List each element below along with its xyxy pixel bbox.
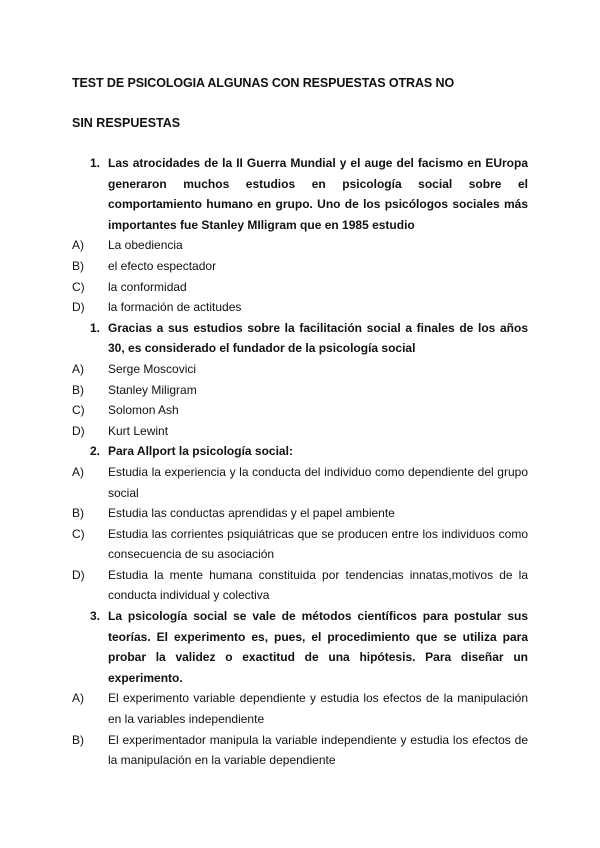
option-text: Estudia las conductas aprendidas y el papel ambiente xyxy=(108,506,395,521)
question-text: Las atrocidades de la II Guerra Mundial y el auge del facismo en EUropa generaron muchos estudios en psicología social sobre el comportamiento humano en grupo. Uno de los psicólogos sociales más importantes fue Stanley MIligram que en 1985 estudio xyxy=(108,156,528,232)
option-letter: B) xyxy=(72,506,84,521)
option-letter: C) xyxy=(72,279,85,294)
answer-option xyxy=(72,730,528,771)
option-letter: B) xyxy=(72,732,84,747)
option-text: Solomon Ash xyxy=(108,403,179,418)
question xyxy=(72,153,528,235)
answer-option xyxy=(72,565,528,606)
answer-option xyxy=(72,421,528,442)
option-text: la conformidad xyxy=(108,279,187,294)
question-number: 3. xyxy=(90,609,101,624)
document-title: TEST DE PSICOLOGIA ALGUNAS CON RESPUESTAS OTRAS NO xyxy=(72,76,455,90)
answer-option xyxy=(72,297,528,318)
option-letter: B) xyxy=(72,382,84,397)
option-letter: A) xyxy=(72,238,84,253)
option-letter: A) xyxy=(72,361,84,376)
option-letter: A) xyxy=(72,464,84,479)
option-text: la formación de actitudes xyxy=(108,300,242,315)
option-text: Estudia la experiencia y la conducta del individuo como dependiente del grupo social xyxy=(108,464,528,500)
answer-option xyxy=(72,524,528,565)
question-text: Para Allport la psicología social: xyxy=(108,444,293,459)
question xyxy=(72,441,528,462)
question xyxy=(72,606,528,688)
option-text: Serge Moscovici xyxy=(108,361,197,376)
answer-option xyxy=(72,462,528,503)
question-number: 1. xyxy=(90,320,101,335)
option-letter: D) xyxy=(72,423,85,438)
answer-option xyxy=(72,359,528,380)
document-subtitle: SIN RESPUESTAS xyxy=(72,116,181,130)
questions-list xyxy=(72,153,528,771)
answer-option xyxy=(72,235,528,256)
answer-option xyxy=(72,256,528,277)
question-text: Gracias a sus estudios sobre la facilitación social a finales de los años 30, es considerado el fundador de la psicología social xyxy=(108,320,528,356)
option-text: La obediencia xyxy=(108,238,183,253)
option-text: Kurt Lewint xyxy=(108,423,169,438)
option-letter: B) xyxy=(72,258,84,273)
option-text: El experimento variable dependiente y estudia los efectos de la manipulación en la variables independiente xyxy=(108,691,528,727)
question-number: 1. xyxy=(90,156,101,170)
option-text: El experimentador manipula la variable independiente y estudia los efectos de la manipulación en la variable dependiente xyxy=(108,732,528,768)
option-text: Estudia las corrientes psiquiátricas que se producen entre los individuos como consecuencia de su asociación xyxy=(108,526,528,562)
option-letter: D) xyxy=(72,567,85,582)
option-text: Estudia la mente humana constituida por tendencias innatas,motivos de la conducta individual y colectiva xyxy=(108,567,528,603)
option-letter: D) xyxy=(72,300,85,315)
answer-option xyxy=(72,400,528,421)
question-number: 2. xyxy=(90,444,101,459)
answer-option xyxy=(72,503,528,524)
option-letter: C) xyxy=(72,526,85,541)
option-letter: C) xyxy=(72,403,85,418)
option-text: Stanley Miligram xyxy=(108,382,197,397)
answer-option xyxy=(72,277,528,298)
question-text: La psicología social se vale de métodos científicos para postular sus teorías. El experimento es, pues, el procedimiento que se utiliza para probar la validez o exactitud de una hipótesis. Para diseñar un experimento. xyxy=(108,609,528,685)
answer-option xyxy=(72,380,528,401)
answer-option xyxy=(72,688,528,729)
option-text: el efecto espectador xyxy=(108,258,217,273)
question xyxy=(72,318,528,359)
option-letter: A) xyxy=(72,691,84,706)
